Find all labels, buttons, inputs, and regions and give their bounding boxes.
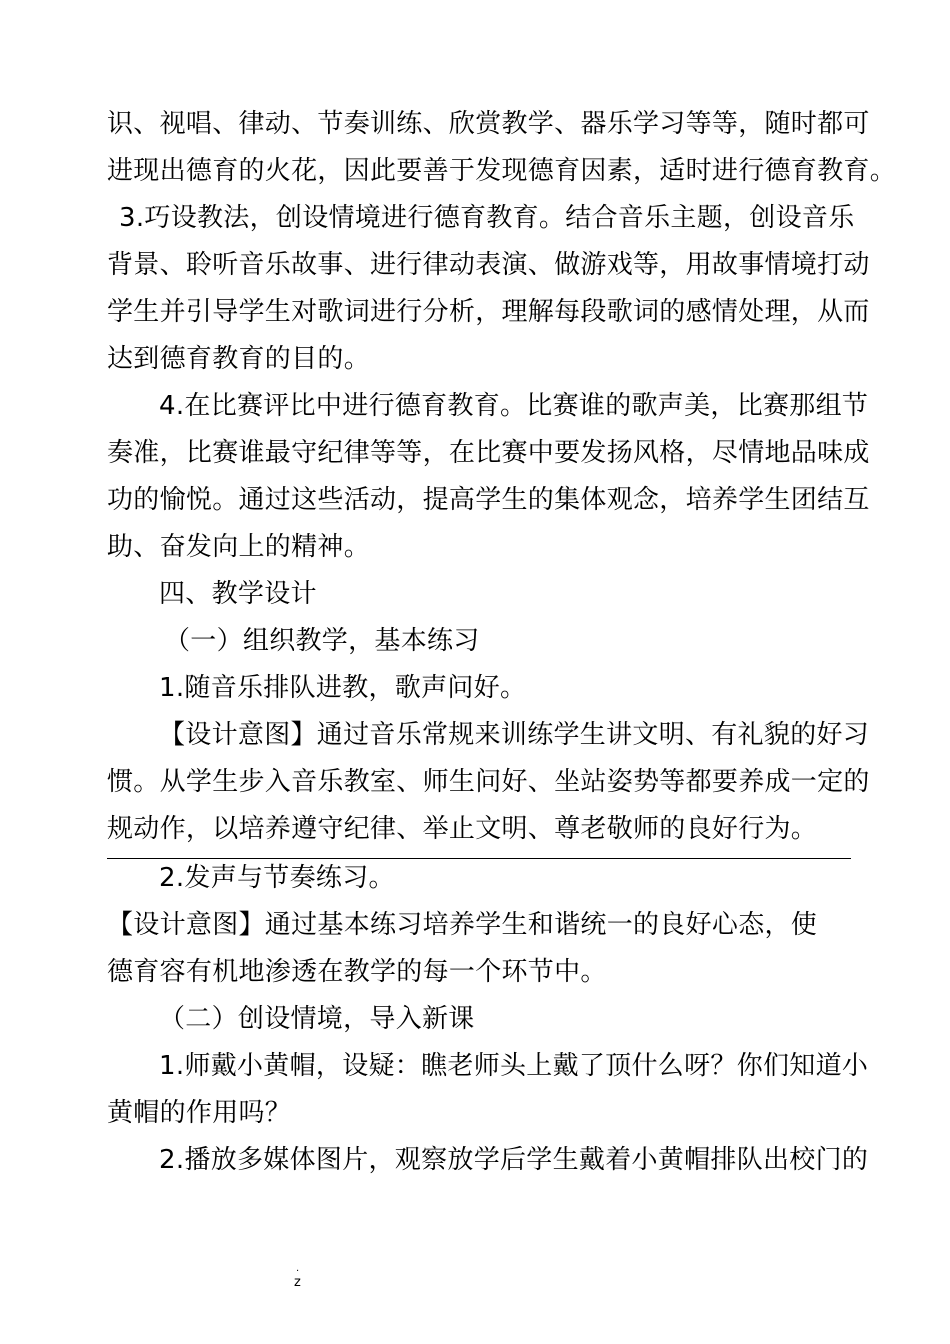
body-text-line: 【设计意图】通过基本练习培养学生和谐统一的良好心态，使 — [107, 910, 818, 940]
body-text-line: 1.随音乐排队进教，歌声问好。 — [159, 673, 527, 703]
body-text-line: 惯。从学生步入音乐教室、师生问好、坐站姿势等都要养成一定的 — [107, 767, 870, 797]
body-text-line: 助、奋发向上的精神。 — [107, 532, 371, 562]
section-heading: 四、教学设计 — [159, 579, 317, 609]
body-text-line: 背景、聆听音乐故事、进行律动表演、做游戏等，用故事情境打动 — [107, 250, 870, 280]
body-text-line: 2.播放多媒体图片，观察放学后学生戴着小黄帽排队出校门的 — [159, 1145, 869, 1175]
body-text-line: 识、视唱、律动、节奏训练、欣赏教学、器乐学习等等，随时都可 — [107, 109, 870, 139]
footer-letter: z — [294, 1275, 301, 1290]
body-text-line: 学生并引导学生对歌词进行分析，理解每段歌词的感情处理，从而 — [107, 297, 870, 327]
body-text-line: 【设计意图】通过音乐常规来训练学生讲文明、有礼貌的好习 — [159, 720, 870, 750]
body-text-line: 2.发声与节奏练习。 — [159, 863, 395, 893]
body-text-line: 1.师戴小黄帽，设疑：瞧老师头上戴了顶什么呀？你们知道小 — [159, 1051, 869, 1081]
body-text-line: 达到德育教育的目的。 — [107, 344, 371, 374]
body-text-line: 规动作，以培养遵守纪律、举止文明、尊老敬师的良好行为。 — [107, 814, 818, 844]
subsection-heading: （一）组织教学，基本练习 — [164, 626, 480, 656]
body-text-line: 功的愉悦。通过这些活动，提高学生的集体观念，培养学生团结互 — [107, 485, 870, 515]
body-text-line: 德育容有机地渗透在教学的每一个环节中。 — [107, 957, 607, 987]
body-text-line: 黄帽的作用吗？ — [107, 1098, 292, 1128]
body-text-line: 进现出德育的火花，因此要善于发现德育因素，适时进行德育教育。 — [107, 156, 897, 186]
horizontal-rule — [107, 858, 851, 859]
subsection-heading: （二）创设情境，导入新课 — [159, 1004, 475, 1034]
footer-dot: . — [296, 1263, 300, 1274]
body-text-line: 奏准，比赛谁最守纪律等等，在比赛中要发扬风格，尽情地品味成 — [107, 438, 870, 468]
body-text-line: 3.巧设教法，创设情境进行德育教育。结合音乐主题，创设音乐 — [119, 203, 855, 233]
body-text-line: 4.在比赛评比中进行德育教育。比赛谁的歌声美，比赛那组节 — [159, 391, 869, 421]
